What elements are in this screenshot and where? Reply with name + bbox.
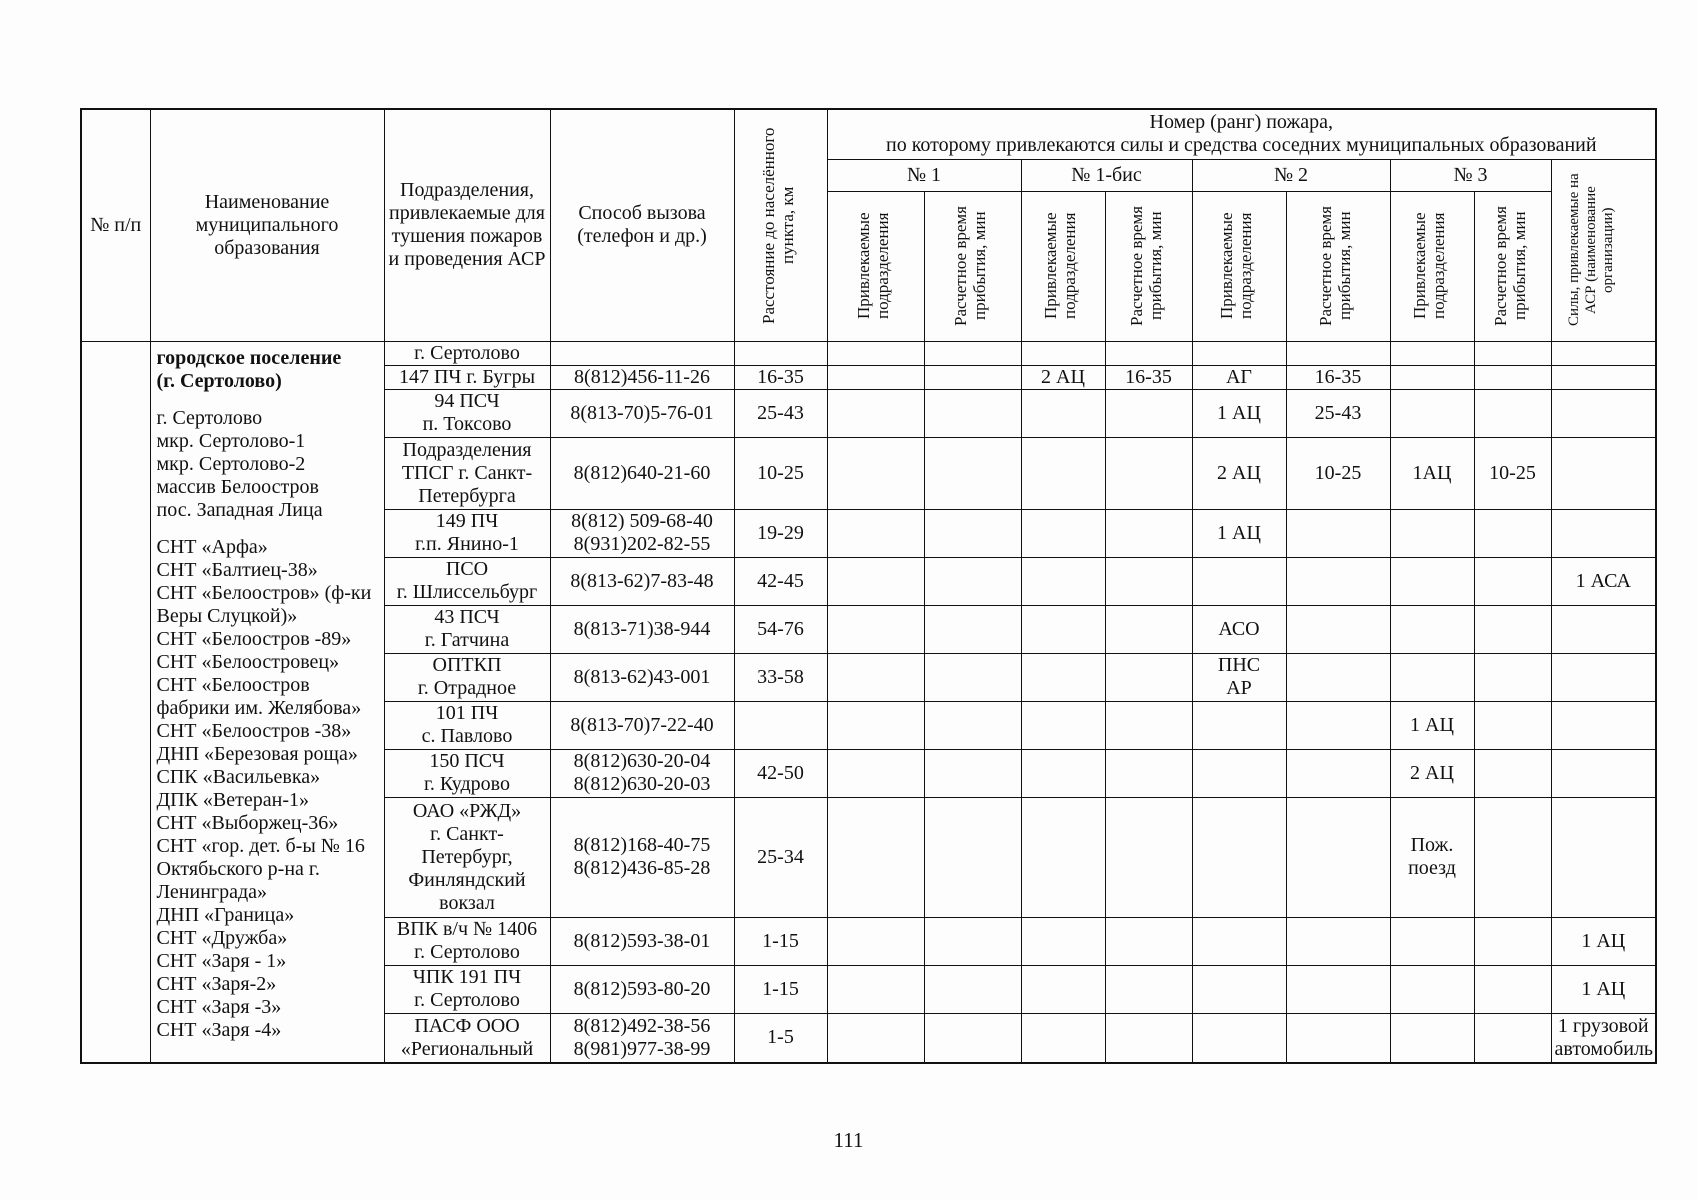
cell-r1-units (827, 1013, 924, 1063)
phone-line: 8(812)640-21-60 (573, 461, 711, 484)
cell-r3-units (1390, 749, 1474, 797)
cell-asr: 1 АЦ (1551, 917, 1656, 965)
cell-r2-time (1286, 509, 1390, 557)
cell-r1-units (827, 653, 924, 701)
snt-item: СНТ «гор. дет. б-ы № 16 (156, 834, 365, 857)
locality-item: мкр. Сертолово-1 (156, 429, 306, 452)
cell-r1-units (827, 749, 924, 797)
cell-distance: 42-50 (734, 749, 827, 797)
cell-r1-time (924, 701, 1021, 749)
cell-r1bis-time (1105, 557, 1192, 605)
snt-item: ДПК «Ветеран-1» (156, 788, 309, 811)
header-asr: Силы, привлекаемые на АСР (наименование организации) (1551, 159, 1656, 341)
unit-line: г. Сертолово (414, 989, 520, 1011)
r2-unit-line: 2 АЦ (1217, 461, 1261, 484)
unit-line: Финляндский (408, 868, 526, 891)
cell-r1-time (924, 509, 1021, 557)
cell-r3-time (1474, 365, 1551, 389)
snt-item: СНТ «Заря -4» (156, 1018, 282, 1041)
cell-distance: 1-15 (734, 965, 827, 1013)
cell-r1-time (924, 965, 1021, 1013)
phone-line: 8(812)492-38-56 (573, 1014, 711, 1037)
mo-title-sub: (г. Сертолово) (156, 369, 282, 392)
cell-unit (384, 557, 550, 605)
snt-item: СНТ «Дружба» (156, 926, 288, 949)
cell-r2-units (1192, 749, 1286, 797)
cell-r1bis-units (1021, 389, 1105, 437)
cell-r1bis-units (1021, 341, 1105, 365)
cell-asr (1551, 365, 1656, 389)
cell-asr (1551, 509, 1656, 557)
cell-phone (550, 965, 734, 1013)
cell-r1bis-units (1021, 653, 1105, 701)
cell-r1-time (924, 341, 1021, 365)
unit-line: ТПСГ г. Санкт- (401, 461, 533, 484)
snt-item: СНТ «Заря -3» (156, 995, 282, 1018)
cell-distance: 16-35 (734, 365, 827, 389)
snt-item: СНТ «Белоостров» (ф-ки (156, 581, 372, 604)
cell-r2-units (1192, 653, 1286, 701)
unit-line: г.п. Янино-1 (415, 533, 519, 555)
cell-distance: 10-25 (734, 437, 827, 509)
cell-phone (550, 917, 734, 965)
cell-r1bis-time (1105, 1013, 1192, 1063)
header-r2-units: Привлекаемые подразделения (1192, 191, 1286, 341)
table-row (81, 341, 1656, 365)
unit-line: 149 ПЧ (435, 510, 499, 532)
snt-item: СНТ «Белоостров -38» (156, 719, 352, 742)
phone-line: 8(812)168-40-75 (573, 834, 711, 856)
cell-unit (384, 389, 550, 437)
cell-r3-time (1474, 509, 1551, 557)
locality-item: мкр. Сертолово-2 (156, 452, 306, 475)
cell-r2-units (1192, 509, 1286, 557)
cell-r1bis-time (1105, 341, 1192, 365)
phone-line: 8(812)630-20-04 (573, 750, 711, 772)
cell-r2-time (1286, 749, 1390, 797)
cell-r1-units (827, 557, 924, 605)
cell-unit (384, 653, 550, 701)
cell-r2-units (1192, 1013, 1286, 1063)
unit-line: 43 ПСЧ (434, 606, 500, 628)
rank-title-line-2: по которому привлекаются силы и средства соседних муниципальных образований (885, 134, 1597, 157)
cell-r3-units (1390, 701, 1474, 749)
cell-r2-units (1192, 389, 1286, 437)
cell-r3-units (1390, 797, 1474, 917)
cell-unit (384, 437, 550, 509)
cell-r1-time (924, 557, 1021, 605)
r3-unit-line: поезд (1408, 857, 1456, 879)
cell-r3-time (1474, 917, 1551, 965)
cell-distance: 42-45 (734, 557, 827, 605)
header-rank-3: № 3 (1390, 159, 1551, 191)
cell-r2-units (1192, 365, 1286, 389)
cell-r3-units (1390, 509, 1474, 557)
cell-r3-time (1474, 605, 1551, 653)
r2-unit-line: АР (1226, 677, 1252, 699)
cell-r1-units (827, 365, 924, 389)
cell-r3-units (1390, 965, 1474, 1013)
unit-line: ВПК в/ч № 1406 (396, 918, 538, 940)
snt-item: СНТ «Белоостров -89» (156, 627, 352, 650)
cell-r2-time (1286, 557, 1390, 605)
unit-line: ЧПК 191 ПЧ (412, 966, 522, 988)
cell-r3-time (1474, 653, 1551, 701)
cell-distance: 54-76 (734, 605, 827, 653)
unit-line: г. Гатчина (424, 629, 510, 651)
cell-r1-units (827, 437, 924, 509)
cell-distance: 25-34 (734, 797, 827, 917)
cell-r2-time (1286, 341, 1390, 365)
cell-r3-units (1390, 365, 1474, 389)
cell-r1-time (924, 1013, 1021, 1063)
cell-phone (550, 509, 734, 557)
snt-item: фабрики им. Желябова» (156, 696, 362, 719)
cell-asr (1551, 797, 1656, 917)
r3-unit-line: 1АЦ (1412, 461, 1452, 484)
unit-line: г. Отрадное (417, 677, 517, 699)
cell-asr: 1 АСА (1551, 557, 1656, 605)
rank-title-line-1: Номер (ранг) пожара, (1149, 111, 1334, 134)
cell-r3-units (1390, 557, 1474, 605)
cell-r2-time (1286, 653, 1390, 701)
cell-r1bis-time (1105, 701, 1192, 749)
cell-r2-units (1192, 341, 1286, 365)
cell-asr (1551, 749, 1656, 797)
snt-item: ДНП «Граница» (156, 903, 295, 926)
cell-phone (550, 1013, 734, 1063)
r2-unit-line: 1 АЦ (1217, 521, 1261, 544)
unit-line: вокзал (439, 891, 495, 914)
cell-r1bis-time (1105, 797, 1192, 917)
cell-r2-time: 10-25 (1286, 437, 1390, 509)
cell-phone (550, 701, 734, 749)
cell-mo-name (150, 341, 384, 1063)
cell-distance: 25-43 (734, 389, 827, 437)
header-mo-name: Наименование муниципального образования (150, 109, 384, 341)
cell-distance: 19-29 (734, 509, 827, 557)
cell-r2-units (1192, 557, 1286, 605)
cell-phone (550, 749, 734, 797)
cell-r2-time (1286, 605, 1390, 653)
phone-line: 8(813-62)43-001 (573, 665, 711, 688)
cell-r2-time (1286, 965, 1390, 1013)
cell-r1-time (924, 917, 1021, 965)
header-num: № п/п (81, 109, 150, 341)
snt-item: СНТ «Балтиец-38» (156, 558, 318, 581)
cell-r1bis-units (1021, 437, 1105, 509)
unit-line: ОАО «РЖД» (412, 799, 522, 822)
unit-line: г. Сертолово (414, 341, 520, 364)
snt-item: ДНП «Березовая роща» (156, 742, 358, 765)
cell-r1bis-units (1021, 701, 1105, 749)
header-r1-time: Расчетное время прибытия, мин (924, 191, 1021, 341)
cell-r1bis-time (1105, 389, 1192, 437)
cell-r1bis-units (1021, 749, 1105, 797)
cell-r2-time: 16-35 (1286, 365, 1390, 389)
forces-table (80, 108, 1657, 1064)
unit-line: г. Кудрово (423, 773, 510, 795)
cell-asr (1551, 653, 1656, 701)
locality-item: массив Белоостров (156, 475, 319, 498)
phone-line: 8(812) 509-68-40 (571, 510, 713, 532)
mo-title: городское поселение (156, 346, 342, 369)
cell-r2-time (1286, 1013, 1390, 1063)
cell-r1bis-units (1021, 797, 1105, 917)
unit-line: 150 ПСЧ (429, 750, 505, 772)
cell-r2-units (1192, 701, 1286, 749)
unit-line: Петербурга (418, 484, 516, 507)
cell-r2-units (1192, 797, 1286, 917)
cell-r1-time (924, 749, 1021, 797)
cell-r3-time (1474, 1013, 1551, 1063)
snt-item: СНТ «Заря-2» (156, 972, 277, 995)
cell-asr: 1 АЦ (1551, 965, 1656, 1013)
snt-item: Октябьского р-на г. (156, 857, 320, 880)
unit-line: с. Павлово (421, 725, 513, 747)
cell-r1bis-time (1105, 653, 1192, 701)
cell-asr (1551, 701, 1656, 749)
snt-item: СНТ «Белоостров (156, 673, 310, 696)
cell-r3-time (1474, 389, 1551, 437)
cell-r3-units (1390, 1013, 1474, 1063)
header-rank-title (827, 109, 1656, 159)
cell-distance: 1-15 (734, 917, 827, 965)
page-number: 111 (833, 1128, 864, 1152)
cell-r3-time (1474, 557, 1551, 605)
cell-r3-time (1474, 797, 1551, 917)
header-r1-units: Привлекаемые подразделения (827, 191, 924, 341)
cell-r1bis-units (1021, 1013, 1105, 1063)
cell-r1-units (827, 389, 924, 437)
r3-unit-line: 1 АЦ (1410, 713, 1454, 736)
cell-asr (1551, 389, 1656, 437)
snt-item: СНТ «Белоостровец» (156, 650, 340, 673)
cell-r2-units (1192, 437, 1286, 509)
phone-line: 8(812)630-20-03 (573, 773, 711, 795)
cell-unit (384, 701, 550, 749)
cell-distance: 33-58 (734, 653, 827, 701)
snt-item: Ленинграда» (156, 880, 268, 903)
unit-line: Петербург, (421, 845, 513, 868)
cell-unit (384, 797, 550, 917)
cell-phone (550, 365, 734, 389)
cell-r1-units (827, 917, 924, 965)
cell-r3-units (1390, 437, 1474, 509)
unit-line: п. Токсово (422, 413, 512, 435)
phone-line: 8(981)977-38-99 (573, 1037, 711, 1060)
phone-line: 8(813-70)5-76-01 (570, 401, 714, 424)
cell-asr (1551, 605, 1656, 653)
cell-r3-time (1474, 701, 1551, 749)
cell-r1-units (827, 701, 924, 749)
cell-unit (384, 1013, 550, 1063)
cell-r1bis-units (1021, 557, 1105, 605)
cell-num (81, 341, 150, 1063)
header-r1bis-units: Привлекаемые подразделения (1021, 191, 1105, 341)
unit-line: ОПТКП (432, 654, 502, 676)
phone-line: 8(931)202-82-55 (573, 533, 711, 555)
cell-r1bis-time (1105, 437, 1192, 509)
r3-unit-line: Пож. (1410, 834, 1454, 856)
cell-distance: 1-5 (734, 1013, 827, 1063)
cell-r3-units (1390, 917, 1474, 965)
cell-r1bis-time (1105, 965, 1192, 1013)
cell-r2-time: 25-43 (1286, 389, 1390, 437)
cell-r3-units (1390, 653, 1474, 701)
cell-r1-units (827, 965, 924, 1013)
cell-r2-time (1286, 701, 1390, 749)
cell-r1bis-time (1105, 749, 1192, 797)
cell-phone (550, 653, 734, 701)
cell-r3-units (1390, 389, 1474, 437)
phone-line: 8(813-62)7-83-48 (570, 569, 714, 592)
cell-r1-time (924, 653, 1021, 701)
header-rank-1bis: № 1-бис (1021, 159, 1192, 191)
cell-unit (384, 365, 550, 389)
snt-item: СНТ «Арфа» (156, 535, 268, 558)
cell-unit (384, 749, 550, 797)
cell-phone (550, 797, 734, 917)
cell-r1-units (827, 341, 924, 365)
unit-line: ПАСФ ООО (414, 1014, 520, 1037)
header-rank-1: № 1 (827, 159, 1021, 191)
cell-distance (734, 701, 827, 749)
cell-r1bis-time (1105, 917, 1192, 965)
cell-r2-units (1192, 917, 1286, 965)
cell-unit (384, 965, 550, 1013)
unit-line: 94 ПСЧ (434, 390, 500, 412)
header-distance: Расстояние до населённого пункта, км (734, 109, 827, 341)
header-r2-time: Расчетное время прибытия, мин (1286, 191, 1390, 341)
cell-r1bis-time: 16-35 (1105, 365, 1192, 389)
cell-r1-time (924, 797, 1021, 917)
cell-phone (550, 389, 734, 437)
header-call: Способ вызова (телефон и др.) (550, 109, 734, 341)
cell-r1-units (827, 509, 924, 557)
phone-line: 8(812)456-11-26 (574, 365, 710, 388)
r2-unit-line: 1 АЦ (1217, 401, 1261, 424)
snt-item: СНТ «Заря - 1» (156, 949, 287, 972)
header-r1bis-time: Расчетное время прибытия, мин (1105, 191, 1192, 341)
cell-r1bis-units (1021, 965, 1105, 1013)
cell-r1-time (924, 365, 1021, 389)
cell-phone (550, 557, 734, 605)
header-r3-units: Привлекаемые подразделения (1390, 191, 1474, 341)
cell-r1-time (924, 437, 1021, 509)
r3-unit-line: 2 АЦ (1410, 761, 1454, 784)
cell-r1bis-units (1021, 605, 1105, 653)
r2-unit-line: ПНС (1217, 654, 1261, 676)
cell-r3-units (1390, 341, 1474, 365)
cell-unit (384, 605, 550, 653)
cell-r3-units (1390, 605, 1474, 653)
cell-r2-units (1192, 965, 1286, 1013)
cell-r1-units (827, 605, 924, 653)
unit-line: 101 ПЧ (435, 702, 499, 724)
cell-r3-time: 10-25 (1474, 437, 1551, 509)
header-rank-2: № 2 (1192, 159, 1390, 191)
cell-r2-time (1286, 917, 1390, 965)
cell-r1-units (827, 797, 924, 917)
cell-r1bis-units (1021, 509, 1105, 557)
snt-item: СПК «Васильевка» (156, 765, 321, 788)
phone-line: 8(812)593-38-01 (573, 929, 711, 952)
cell-r3-time (1474, 749, 1551, 797)
snt-item: СНТ «Выборжец-36» (156, 811, 339, 834)
cell-r2-units (1192, 605, 1286, 653)
cell-phone (550, 437, 734, 509)
cell-r1bis-time (1105, 509, 1192, 557)
unit-line: ПСО (445, 558, 489, 580)
header-units: Подразделения, привлекаемые для тушения пожаров и проведения АСР (384, 109, 550, 341)
cell-asr (1551, 341, 1656, 365)
cell-r3-time (1474, 965, 1551, 1013)
unit-line: г. Санкт- (430, 822, 504, 845)
cell-unit (384, 917, 550, 965)
cell-phone (550, 605, 734, 653)
locality-item: пос. Западная Лица (156, 498, 323, 521)
cell-phone (550, 341, 734, 365)
unit-line: г. Сертолово (414, 941, 520, 963)
phone-line: 8(812)436-85-28 (573, 857, 711, 879)
snt-item: Веры Слуцкой)» (156, 604, 298, 627)
phone-line: 8(813-70)7-22-40 (570, 713, 714, 736)
cell-unit (384, 341, 550, 365)
phone-line: 8(813-71)38-944 (573, 617, 711, 640)
unit-line: г. Шлиссельбург (396, 581, 538, 603)
unit-line: «Региональный (400, 1037, 534, 1060)
locality-item: г. Сертолово (156, 406, 263, 429)
cell-r3-time (1474, 341, 1551, 365)
r2-unit-line: АГ (1225, 365, 1252, 388)
cell-unit (384, 509, 550, 557)
cell-r2-time (1286, 797, 1390, 917)
phone-line: 8(812)593-80-20 (573, 977, 711, 1000)
header-r3-time: Расчетное время прибытия, мин (1474, 191, 1551, 341)
cell-r1bis-units: 2 АЦ (1021, 365, 1105, 389)
r2-unit-line: АСО (1218, 617, 1260, 640)
cell-r1-time (924, 605, 1021, 653)
cell-r1-time (924, 389, 1021, 437)
cell-asr: 1 грузовой автомобиль (1551, 1013, 1656, 1063)
cell-r1bis-units (1021, 917, 1105, 965)
cell-asr (1551, 437, 1656, 509)
unit-line: 147 ПЧ г. Бугры (398, 365, 535, 388)
cell-r1bis-time (1105, 605, 1192, 653)
unit-line: Подразделения (402, 438, 532, 461)
cell-distance (734, 341, 827, 365)
